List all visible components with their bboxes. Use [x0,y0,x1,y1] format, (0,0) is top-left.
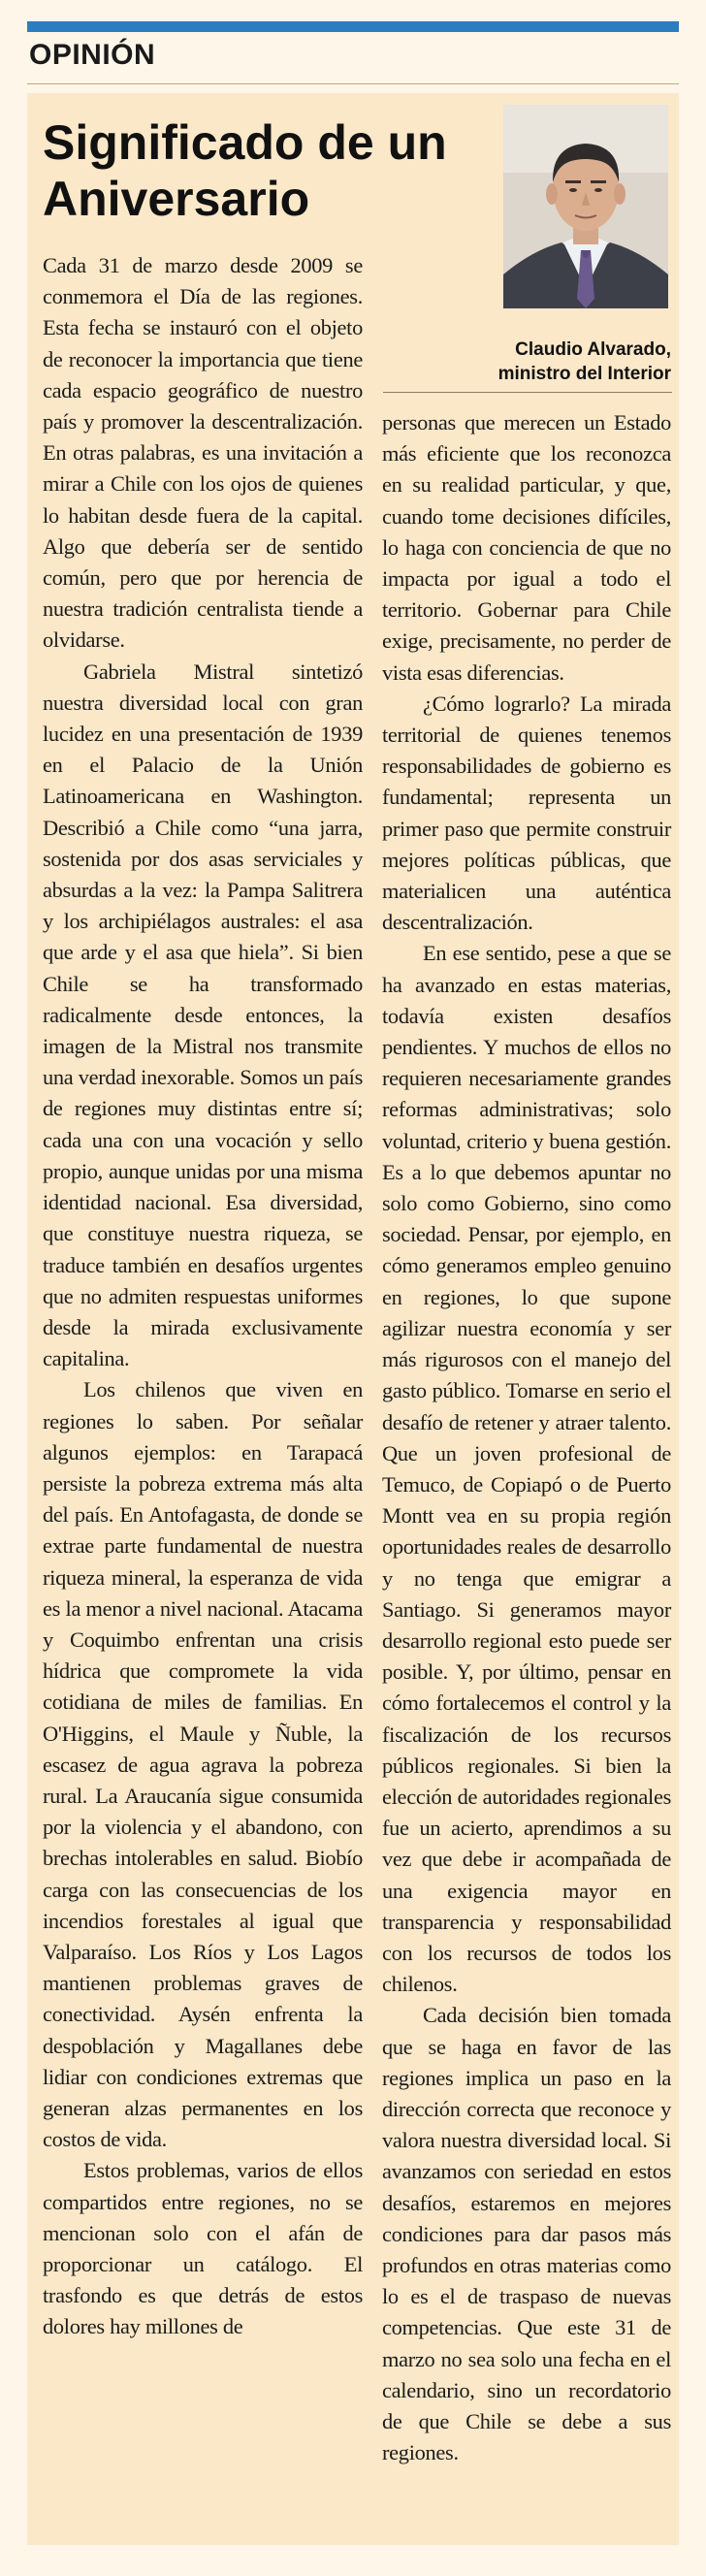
article-headline: Significado de un Aniversario [43,115,447,226]
paragraph: Estos problemas, varios de ellos compartidos entre regiones, no se mencionan solo con el afán de proporcionar un catálogo. El trasfondo es que detrás de estos dolores hay millones de [43,2158,363,2339]
paragraph: Cada 31 de marzo desde 2009 se conmemora el Día de las regiones. Esta fecha se instauró con el objeto de reconocer la importancia que tiene cada espacio geográfico de nuestro país y promover la descentralización. En otras palabras, es una invitación a mirar a Chile con los ojos de quienes lo habitan desde fuera de la capital. Algo que debería ser de sentido común, pero que por herencia de nuestra tradición centralista tiende a olvidarse. [43,253,363,653]
author-caption [417,338,671,386]
paragraph: personas que merecen un Estado más eficiente que los reconozca en su realidad particular, y que, cuando tome decisiones difíciles, lo haga con conciencia de que no impacta por igual a todo el territorio. Gobernar para Chile exige, precisamente, no perder de vista esas diferencias. [382,410,671,685]
author-role: ministro del Interior [497,364,671,384]
article-column-left [43,250,363,2343]
paragraph: En ese sentido, pese a que se ha avanzado en estas materias, todavía existen desafíos pendientes. Y muchos de ellos no requieren necesariamente grandes reformas administrativas; solo voluntad, criterio y buena gestión. Es a lo que debemos apuntar no solo como Gobierno, sino como sociedad. Pensar, por ejemplo, en cómo generamos empleo genuino en regiones, lo que supone agilizar nuestra economía y ser más rigurosos con el manejo del gasto público. Tomarse en serio el desafío de retener y atraer talento. Que un joven profesional de Temuco, de Copiapó o de Puerto Montt vea en su propia región oportunidades reales de desarrollo y no tenga que emigrar a Santiago. Si generamos mayor desarrollo regional esto puede ser posible. Y, por último, pensar en cómo fortalecemos el control y la fiscalización de los recursos públicos regionales. Si bien la elección de autoridades regionales fue un acierto, aprendimos a su vez que debe ir acompañada de una exigencia mayor en transparencia y responsabilidad con los recursos de todos los chilenos. [382,941,671,1997]
section-divider [27,83,679,84]
paragraph: Gabriela Mistral sintetizó nuestra diversidad local con gran lucidez en una presentación de 1939 en el Palacio de la Unión Latinoamericana en Washington. Describió a Chile como “una jarra, sostenida por dos asas serviciales y absurdas a la vez: la Pampa Salitrera y los archipiélagos australes: el asa que arde y el asa que hiela”. Si bien Chile se ha transformado radicalmente desde entonces, la imagen de la Mistral nos transmite una verdad inexorable. Somos un país de regiones muy distintas entre sí; cada una con una vocación y sello propio, aunque unidas por una misma identidad nacional. Esa diversidad, que constituye nuestra riqueza, se traduce también en desafíos urgentes que no admiten respuestas uniformes desde la mirada exclusivamente capitalina. [43,659,363,1371]
author-photo [503,105,668,308]
author-name: Claudio Alvarado, [515,339,671,360]
paragraph: ¿Cómo lograrlo? La mirada territorial de quienes tenemos responsabilidades de gobierno es fundamental; representa un primer paso que permite construir mejores políticas públicas, que materialicen una auténtica descentralización. [382,691,671,935]
section-color-bar [27,21,679,32]
paragraph: Los chilenos que viven en regiones lo saben. Por señalar algunos ejemplos: en Tarapacá persiste la pobreza extrema más alta del país. En Antofagasta, de donde se extrae parte fundamental de nuestra riqueza mineral, la esperanza de vida es la menor a nivel nacional. Atacama y Coquimbo enfrentan una crisis hídrica que compromete la vida cotidiana de miles de familias. En O'Higgins, el Maule y Ñuble, la escasez de agua agrava la pobreza rural. La Araucanía sigue consumida por la violencia y el abandono, con brechas intolerables en salud. Biobío carga con las consecuencias de los incendios forestales al igual que Valparaíso. Los Ríos y Los Lagos mantienen problemas graves de conectividad. Aysén enfrenta la despoblación y Magallanes debe lidiar con condiciones extremas que generan alzas permanentes en los costos de vida. [43,1377,363,2152]
article-column-right [382,407,671,2468]
section-label: OPINIÓN [29,39,156,71]
paragraph: Cada decisión bien tomada que se haga en favor de las regiones implica un paso en la dirección correcta que reconoce y valora nuestra diversidad local. Si avanzamos con seriedad en estos desafíos, estaremos en mejores condiciones para dar pasos más profundos en otras materias como lo es el de traspaso de nuevas competencias. Que este 31 de marzo no sea solo una fecha en el calendario, sino un recordatorio de que Chile se debe a sus regiones. [382,2003,671,2465]
author-portrait-illustration [503,105,668,308]
caption-divider [383,392,672,393]
